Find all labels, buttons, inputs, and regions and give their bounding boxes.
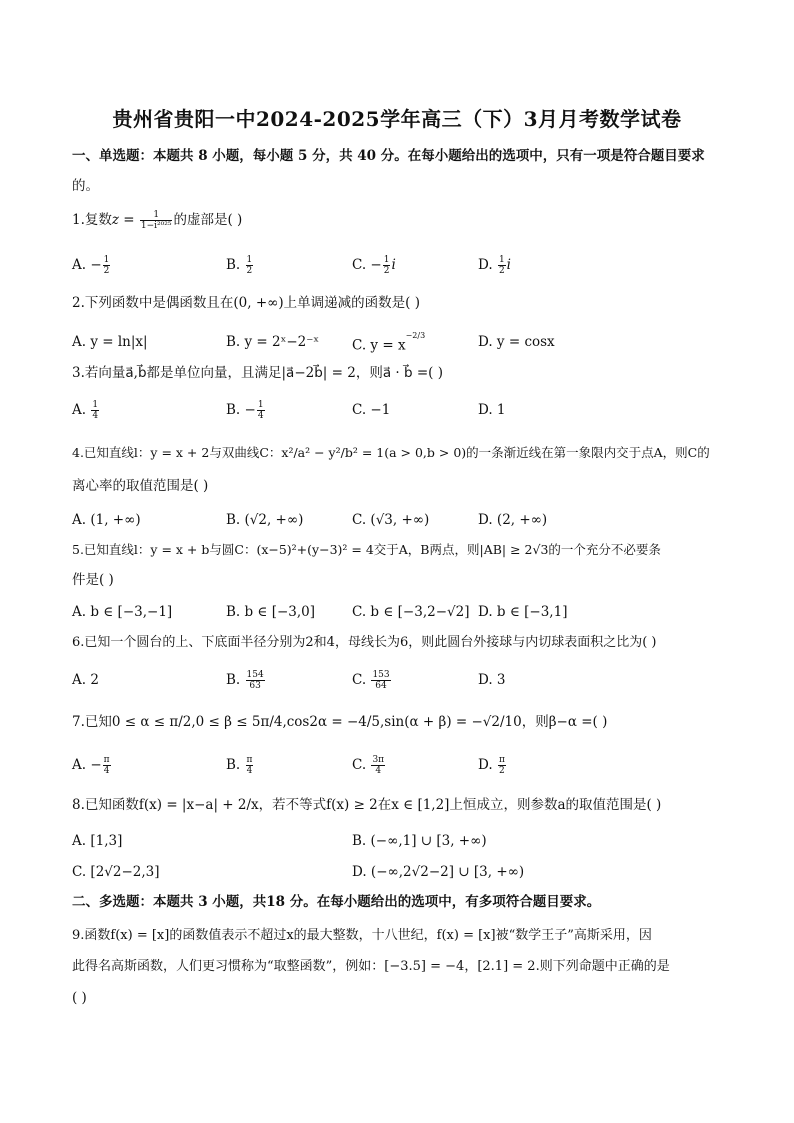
question-7-option-a: A. − $\frac{\pi}{4}$ xyxy=(72,755,110,776)
question-6-option-a: A. 2 xyxy=(72,672,99,688)
question-7-option-b: B. $\frac{\pi}{4}$ xyxy=(226,755,253,776)
question-6-option-d: D. 3 xyxy=(478,672,506,688)
question-8-option-d: D. (−∞,2√2−2] ∪ [3, +∞) xyxy=(352,864,525,880)
question-8-stem: 8.已知函数f(x) = |x−a| + 2/x，若不等式f(x) ≥ 2在x ∈ [1,2]上恒成立，则参数a的取值范围是( ) xyxy=(72,797,662,813)
question-3-option-a: A. $\frac{1}{4}$ xyxy=(72,400,99,421)
question-4-option-d: D. (2, +∞) xyxy=(478,512,548,528)
question-1-option-a: A. − $\frac{1}{2}$ xyxy=(72,255,110,276)
question-5-option-a: A. b ∈ [−3,−1] xyxy=(72,604,173,620)
question-6-option-b: B. $\frac{154}{63}$ xyxy=(226,670,264,691)
question-8-option-b: B. (−∞,1] ∪ [3, +∞) xyxy=(352,833,487,849)
page-title: 贵州省贵阳一中2024-2025学年高三（下）3月月考数学试卷 xyxy=(112,107,682,131)
question-3-option-d: D. 1 xyxy=(478,402,506,418)
question-4-option-b: B. (√2, +∞) xyxy=(226,512,304,528)
question-8-option-a: A. [1,3] xyxy=(72,833,123,849)
question-5-stem: 5.已知直线l：y = x + b与圆C：(x−5)²+(y−3)² = 4交于A，B两点，则|AB| ≥ 2√3的一个充分不必要条 xyxy=(72,542,661,557)
section-header-single-cont: 的。 xyxy=(72,178,99,194)
question-5-option-c: C. b ∈ [−3,2−√2] xyxy=(352,604,470,620)
question-1-option-c: C. − $\frac{1}{2}$ i xyxy=(352,255,396,276)
question-6-stem: 6.已知一个圆台的上、下底面半径分别为2和4，母线长为6，则此圆台外接球与内切球表面积之比为( ) xyxy=(72,635,657,650)
section-header-single: 一、单选题：本题共 8 小题，每小题 5 分，共 40 分。在每小题给出的选项中，只有一项是符合题目要求 xyxy=(72,148,705,164)
question-1-stem: 1.复数z = $\frac{1}{\text{1−i²⁰²⁵}}$ 的虚部是( ) xyxy=(72,210,243,231)
question-5-option-b: B. b ∈ [−3,0] xyxy=(226,604,316,620)
question-1-option-d: D. $\frac{1}{2}$ i xyxy=(478,255,511,276)
question-9-stem-end: ( ) xyxy=(72,990,87,1006)
question-1-option-b: B. $\frac{1}{2}$ xyxy=(226,255,253,276)
question-9-stem-cont: 此得名高斯函数，人们更习惯称为“取整函数”，例如：[−3.5] = −4，[2.1] = 2.则下列命题中正确的是 xyxy=(72,959,670,974)
question-2-option-b: B. y = 2ˣ−2⁻ˣ xyxy=(226,334,320,350)
question-3-option-c: C. −1 xyxy=(352,402,391,418)
question-6-option-c: C. $\frac{153}{64}$ xyxy=(352,670,390,691)
question-4-option-c: C. (√3, +∞) xyxy=(352,512,430,528)
question-3-stem: 3.若向量a⃗,b⃗都是单位向量，且满足|a⃗−2b⃗| = 2，则a⃗ · b⃗ =( ) xyxy=(72,365,443,381)
question-8-option-c: C. [2√2−2,3] xyxy=(72,864,160,880)
fraction: $\frac{1}{\text{1−i²⁰²⁵}}$ xyxy=(140,210,172,231)
question-2-stem: 2.下列函数中是偶函数且在(0, +∞)上单调递减的函数是( ) xyxy=(72,295,420,311)
question-4-option-a: A. (1, +∞) xyxy=(72,512,141,528)
question-5-stem-cont: 件是( ) xyxy=(72,572,114,588)
section-header-multi: 二、多选题：本题共 3 小题，共18 分。在每小题给出的选项中，有多项符合题目要求。 xyxy=(72,894,601,910)
question-7-stem: 7.已知0 ≤ α ≤ π/2,0 ≤ β ≤ 5π/4,cos2α = −4/5,sin(α + β) = −√2/10，则β−α =( ) xyxy=(72,714,608,730)
question-2-option-d: D. y = cosx xyxy=(478,334,555,350)
question-4-stem-cont: 离心率的取值范围是( ) xyxy=(72,478,209,494)
question-2-option-a: A. y = ln|x| xyxy=(72,334,148,350)
question-7-option-d: D. $\frac{\pi}{2}$ xyxy=(478,755,505,776)
question-7-option-c: C. $\frac{3\pi}{4}$ xyxy=(352,755,385,776)
question-5-option-d: D. b ∈ [−3,1] xyxy=(478,604,568,620)
question-2-option-c: C. $y = x^{-2/3}$ xyxy=(352,331,426,354)
question-3-option-b: B. − $\frac{1}{4}$ xyxy=(226,400,264,421)
question-4-stem: 4.已知直线l：y = x + 2与双曲线C：x²/a² − y²/b² = 1(a > 0,b > 0)的一条渐近线在第一象限内交于点A，则C的 xyxy=(72,445,710,460)
question-9-stem: 9.函数f(x) = [x]的函数值表示不超过x的最大整数，十八世纪，f(x) = [x]被“数学王子”高斯采用，因 xyxy=(72,928,652,943)
